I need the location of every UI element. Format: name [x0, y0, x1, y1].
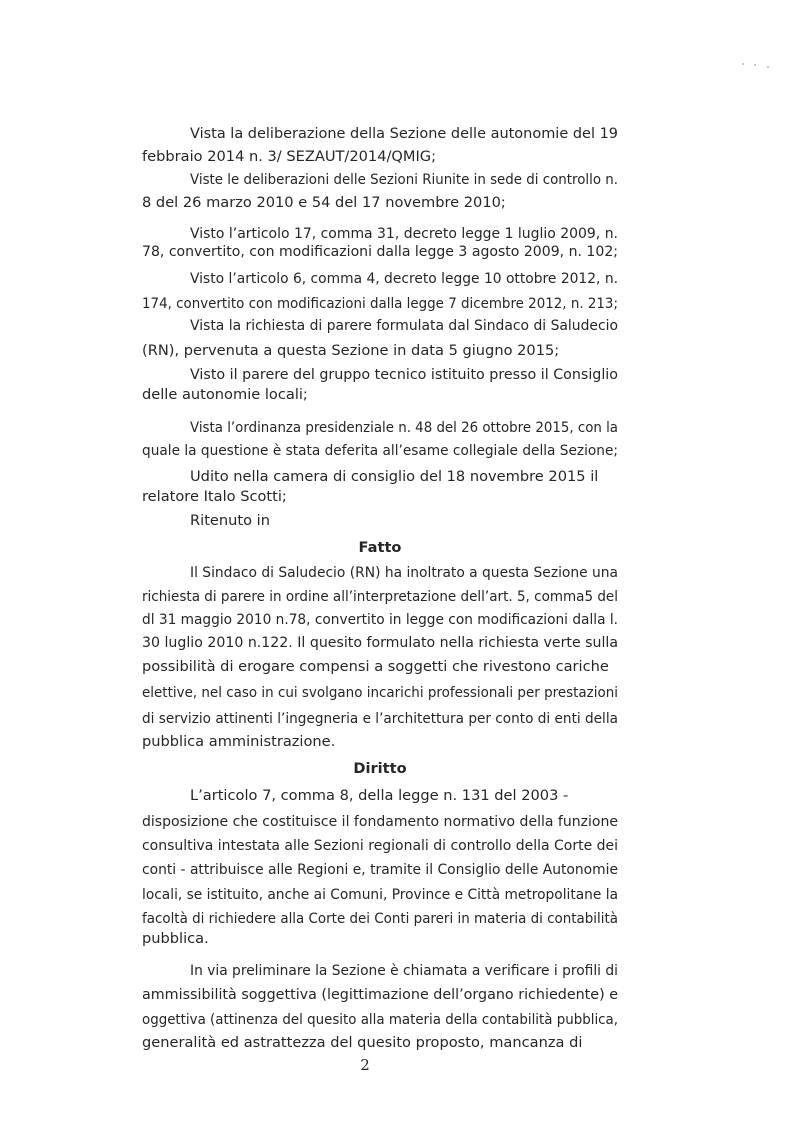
scan-speck: [767, 66, 769, 68]
diritto-line: generalità ed astrattezza del quesito proposto, mancanza di: [142, 1034, 583, 1051]
fatto-line: possibilità di erogare compensi a soggetti che rivestono cariche: [142, 658, 609, 675]
visto-line: febbraio 2014 n. 3/ SEZAUT/2014/QMIG;: [142, 148, 436, 165]
visto-line: 174, convertito con modificazioni dalla legge 7 dicembre 2012, n. 213;: [142, 295, 618, 312]
section-heading-fatto: Fatto: [358, 539, 402, 556]
diritto-line: pubblica.: [142, 930, 209, 947]
fatto-line: Il Sindaco di Saludecio (RN) ha inoltrato a questa Sezione una: [190, 564, 618, 581]
fatto-line: richiesta di parere in ordine all’interpretazione dell’art. 5, comma5 del: [142, 588, 618, 605]
visto-line: Visto l’articolo 17, comma 31, decreto legge 1 luglio 2009, n.: [190, 225, 618, 242]
visto-line: Vista la deliberazione della Sezione delle autonomie del 19: [190, 125, 618, 142]
visto-line: relatore Italo Scotti;: [142, 488, 287, 505]
visto-line: Vista l’ordinanza presidenziale n. 48 del 26 ottobre 2015, con la: [190, 419, 618, 436]
diritto-line: In via preliminare la Sezione è chiamata a verificare i profili di: [190, 962, 618, 979]
visto-line: Viste le deliberazioni delle Sezioni Riunite in sede di controllo n.: [190, 171, 618, 188]
visto-line: quale la questione è stata deferita all’esame collegiale della Sezione;: [142, 442, 618, 459]
scan-speck: [742, 63, 744, 65]
visto-line: (RN), pervenuta a questa Sezione in data 5 giugno 2015;: [142, 342, 560, 359]
visto-line: Udito nella camera di consiglio del 18 novembre 2015 il: [190, 468, 599, 485]
visto-line: 8 del 26 marzo 2010 e 54 del 17 novembre 2010;: [142, 194, 506, 211]
visto-line: 78, convertito, con modificazioni dalla legge 3 agosto 2009, n. 102;: [142, 243, 618, 260]
fatto-line: dl 31 maggio 2010 n.78, convertito in legge con modificazioni dalla l.: [142, 611, 618, 628]
fatto-line: di servizio attinenti l’ingegneria e l’architettura per conto di enti della: [142, 710, 618, 727]
section-heading-diritto: Diritto: [353, 760, 407, 777]
visto-line: Ritenuto in: [190, 512, 270, 529]
visto-line: Vista la richiesta di parere formulata dal Sindaco di Saludecio: [190, 317, 618, 334]
diritto-line: disposizione che costituisce il fondamento normativo della funzione: [142, 813, 618, 830]
visto-line: delle autonomie locali;: [142, 386, 308, 403]
diritto-line: locali, se istituito, anche ai Comuni, Province e Città metropolitane la: [142, 886, 618, 903]
visto-line: Visto il parere del gruppo tecnico istituito presso il Consiglio: [190, 366, 618, 383]
diritto-line: facoltà di richiedere alla Corte dei Conti pareri in materia di contabilità: [142, 910, 618, 927]
fatto-line: elettive, nel caso in cui svolgano incarichi professionali per prestazioni: [142, 684, 618, 701]
fatto-line: pubblica amministrazione.: [142, 733, 336, 750]
page-number: 2: [360, 1056, 370, 1074]
diritto-line: conti - attribuisce alle Regioni e, tramite il Consiglio delle Autonomie: [142, 861, 618, 878]
diritto-line: ammissibilità soggettiva (legittimazione dell’organo richiedente) e: [142, 986, 618, 1003]
scan-speck: [754, 64, 756, 66]
fatto-line: 30 luglio 2010 n.122. Il quesito formulato nella richiesta verte sulla: [142, 634, 618, 651]
visto-line: Visto l’articolo 6, comma 4, decreto legge 10 ottobre 2012, n.: [190, 270, 618, 287]
diritto-line: L’articolo 7, comma 8, della legge n. 131 del 2003 -: [190, 787, 569, 804]
diritto-line: oggettiva (attinenza del quesito alla materia della contabilità pubblica,: [142, 1011, 618, 1028]
diritto-line: consultiva intestata alle Sezioni regionali di controllo della Corte dei: [142, 837, 618, 854]
